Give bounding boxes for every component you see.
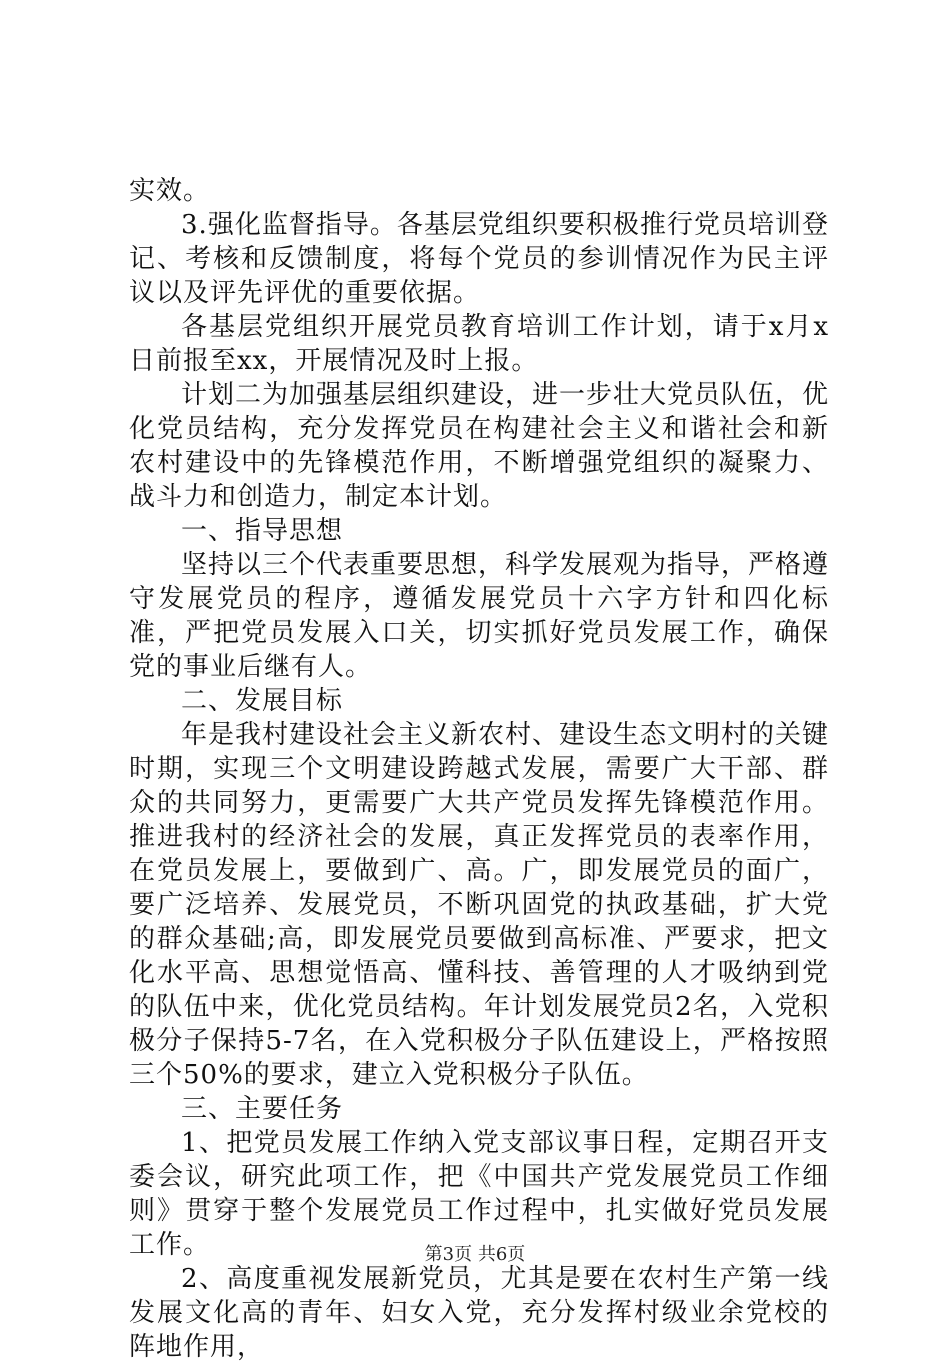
paragraph-development-goals: 年是我村建设社会主义新农村、建设生态文明村的关键时期，实现三个文明建设跨越式发展，需要广大干部、群众的共同努力，更需要广大共产党员发挥先锋模范作用。推进我村的经济社会的发展，真正发挥党员的表率作用，在党员发展上，要做到广、高。广，即发展党员的面广，要广泛培养、发展党员，不断巩固党的执政基础，扩大党的群众基础;高，即发展党员要做到高标准、严要求，把文化水平高、思想觉悟高、懂科技、善管理的人才吸纳到党的队伍中来，优化党员结构。年计划发展党员2名，入党积极分子保持5-7名，在入党积极分子队伍建设上，严格按照三个50%的要求，建立入党积极分子队伍。 (129, 720, 830, 1090)
section-heading-development-goals: 二、发展目标 (181, 686, 344, 716)
section-heading-guiding-ideology: 一、指导思想 (181, 516, 344, 546)
page-number-footer: 第3页 共6页 (424, 1244, 526, 1265)
paragraph-guiding-ideology: 坚持以三个代表重要思想，科学发展观为指导，严格遵守发展党员的程序，遵循发展党员十六字方针和四化标准，严把党员发展入口关，切实抓好党员发展工作，确保党的事业后继有人。 (129, 550, 830, 682)
paragraph-task-two: 2、高度重视发展新党员，尤其是要在农村生产第一线发展文化高的青年、妇女入党，充分发挥村级业余党校的阵地作用， (129, 1264, 829, 1362)
paragraph-plan-two-intro: 计划二为加强基层组织建设，进一步壮大党员队伍，优化党员结构，充分发挥党员在构建社会主义和谐社会和新农村建设中的先锋模范作用，不断增强党组织的凝聚力、战斗力和创造力，制定本计划。 (129, 380, 830, 512)
paragraph-task-one: 1、把党员发展工作纳入党支部议事日程，定期召开支委会议，研究此项工作，把《中国共产党发展党员工作细则》贯穿于整个发展党员工作过程中，扎实做好党员发展工作。 (129, 1128, 829, 1260)
paragraph-report-deadline: 各基层党组织开展党员教育培训工作计划，请于x月x日前报至xx，开展情况及时上报。 (129, 312, 829, 376)
document-body (129, 174, 829, 1364)
section-heading-main-tasks: 三、主要任务 (181, 1094, 344, 1124)
paragraph-continuation: 实效。 (129, 176, 211, 206)
paragraph-supervision: 3.强化监督指导。各基层党组织要积极推行党员培训登记、考核和反馈制度，将每个党员的参训情况作为民主评议以及评先评优的重要依据。 (129, 210, 829, 308)
